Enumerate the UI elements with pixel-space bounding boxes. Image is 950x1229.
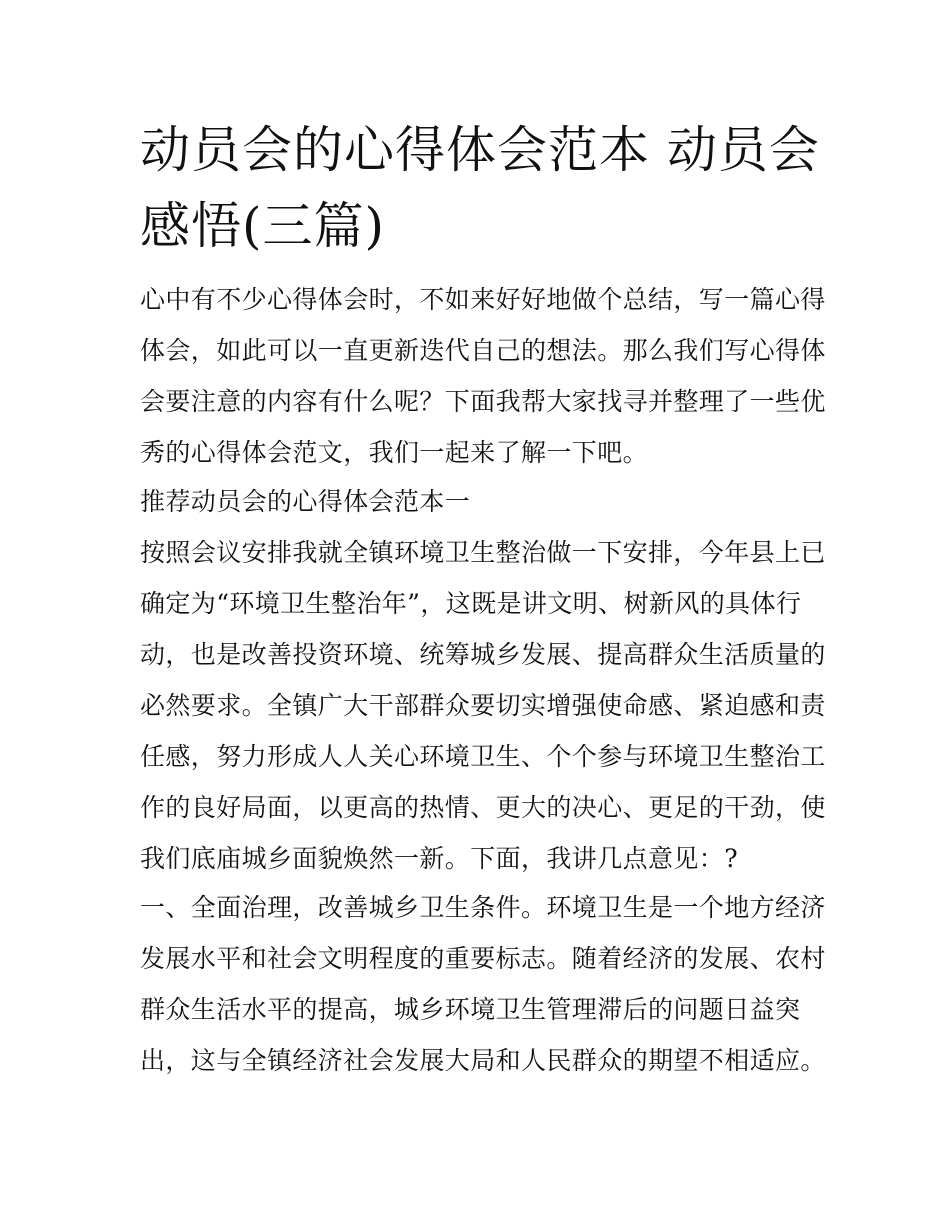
body-line: 任感，努力形成人人关心环境卫生、个个参与环境卫生整治工 <box>140 742 826 771</box>
body-line: 群众生活水平的提高，城乡环境卫生管理滞后的问题日益突 <box>140 995 801 1024</box>
body-line: 一、全面治理，改善城乡卫生条件。环境卫生是一个地方经济 <box>140 893 826 922</box>
section-heading: 推荐动员会的心得体会范本一 <box>140 487 471 516</box>
body-line: 按照会议安排我就全镇环境卫生整治做一下安排，今年县上已 <box>140 538 826 567</box>
title-line-2: 感悟(三篇) <box>140 197 386 255</box>
body-line: 会要注意的内容有什么呢？下面我帮大家找寻并整理了一些优 <box>140 387 826 416</box>
body-line: 出，这与全镇经济社会发展大局和人民群众的期望不相适应。 <box>140 1046 826 1075</box>
body-line: 必然要求。全镇广大干部群众要切实增强使命感、紧迫感和责 <box>140 691 826 720</box>
body-line: 动，也是改善投资环境、统筹城乡发展、提高群众生活质量的 <box>140 640 826 669</box>
document-title <box>140 112 820 264</box>
title-line-1: 动员会的心得体会范本 动员会 <box>140 121 820 179</box>
body-line: 体会，如此可以一直更新迭代自己的想法。那么我们写心得体 <box>140 336 826 365</box>
body-line: 秀的心得体会范文，我们一起来了解一下吧。 <box>140 438 649 467</box>
body-line: 我们底庙城乡面貌焕然一新。下面，我讲几点意见：? <box>140 844 739 873</box>
body-line: 确定为“环境卫生整治年”，这既是讲文明、树新风的具体行 <box>140 589 802 618</box>
body-line: 作的良好局面，以更高的热情、更大的决心、更足的干劲，使 <box>140 793 826 822</box>
body-line: 心中有不少心得体会时，不如来好好地做个总结，写一篇心得 <box>140 285 826 314</box>
body-line: 发展水平和社会文明程度的重要标志。随着经济的发展、农村 <box>140 944 826 973</box>
